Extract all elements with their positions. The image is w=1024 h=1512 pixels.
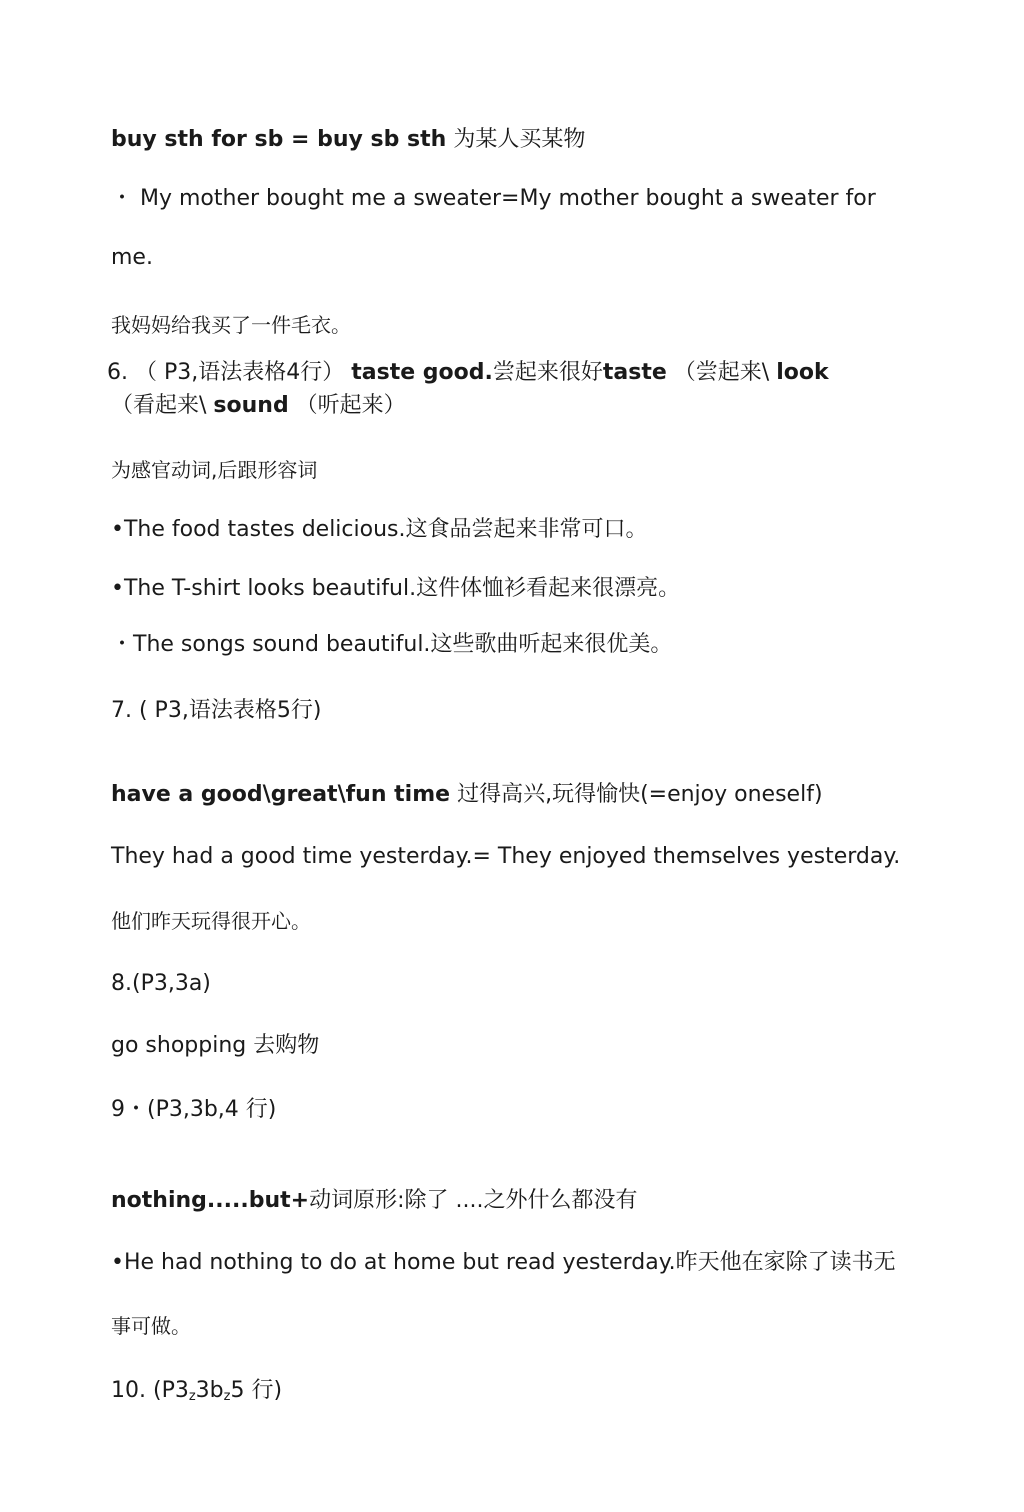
- phrase-go-shopping: go shopping 去购物: [111, 1033, 320, 1058]
- sense-verb-note: 为感官动词,后跟形容词: [111, 458, 318, 482]
- heading-buy-sth: [111, 125, 585, 155]
- example-nothing-but-cont: 事可做。: [111, 1314, 191, 1338]
- item-6-heading-cont: （看起来\ sound （听起来）: [111, 393, 406, 418]
- item-10-heading: 10. ($P3_z3b_z5$ 行): [111, 1378, 283, 1404]
- phrase-meaning: 为某人买某物: [446, 127, 586, 152]
- item-8-heading: 8.(P3,3a): [111, 971, 211, 996]
- item-7-heading: 7. ( P3,语法表格5行): [111, 698, 322, 723]
- example-food: •The food tastes delicious.这食品尝起来非常可口。: [111, 517, 648, 542]
- translation-sweater: 我妈妈给我买了一件毛衣。: [111, 313, 351, 337]
- example-sweater-cont: me.: [111, 245, 153, 270]
- phrase-have-good-time: have a good\great\fun time 过得高兴,玩得愉快(=enjoy oneself): [111, 782, 823, 807]
- example-sweater: ・ My mother bought me a sweater=My mother bought a sweater for: [111, 186, 876, 211]
- example-songs: ・The songs sound beautiful.这些歌曲听起来很优美。: [111, 632, 673, 657]
- phrase-bold: buy sth for sb = buy sb sth: [111, 127, 447, 152]
- example-tshirt: •The T-shirt looks beautiful.这件体恤衫看起来很漂亮。: [111, 576, 681, 601]
- item-6-heading: 6. （ P3,语法表格4行） taste good.尝起来很好taste （尝起来\ look: [107, 360, 829, 385]
- phrase-nothing-but: nothing.....but+动词原形:除了 ....之外什么都没有: [111, 1188, 638, 1213]
- item-9-heading: 9・(P3,3b,4 行): [111, 1097, 277, 1122]
- example-nothing-but: •He had nothing to do at home but read yesterday.昨天他在家除了读书无: [111, 1250, 896, 1275]
- translation-good-time: 他们昨天玩得很开心。: [111, 909, 311, 933]
- example-good-time: They had a good time yesterday.= They enjoyed themselves yesterday.: [111, 844, 901, 869]
